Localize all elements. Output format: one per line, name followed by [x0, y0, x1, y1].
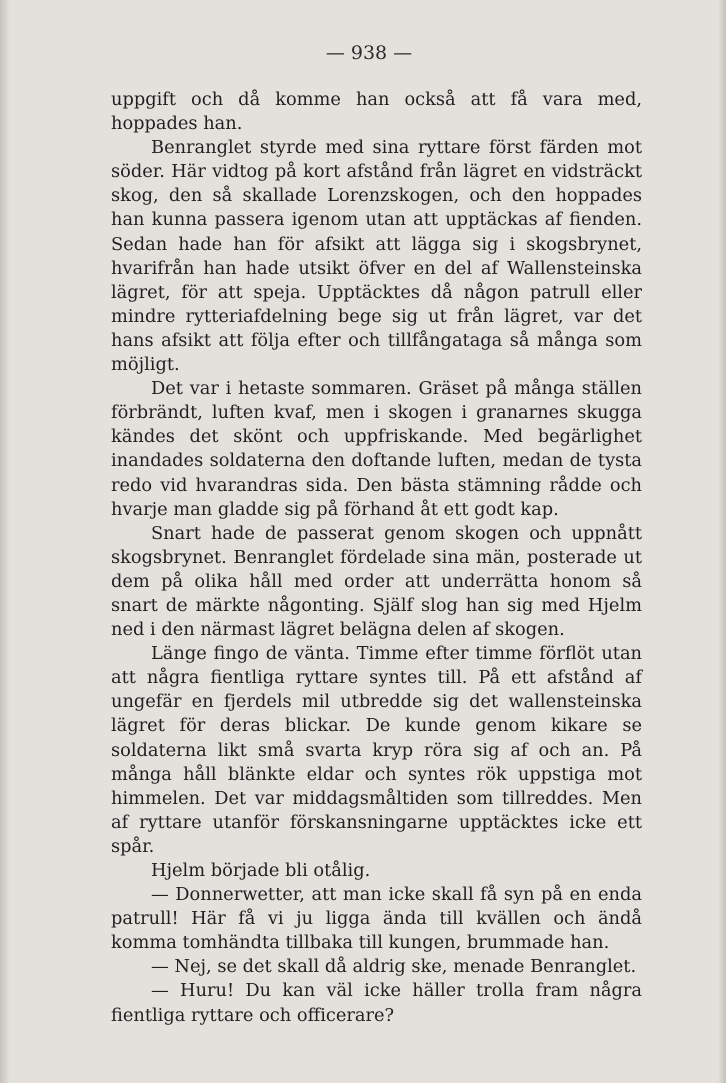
paragraph: Snart hade de passerat genom skogen och uppnått skogsbrynet. Benranglet fördelade sina män, posterade ut dem på olika håll med order att underrätta honom så snart de märkte någonting. Själf slog han sig med Hjelm ned i den närmast lägret belägna delen af skogen.: [111, 522, 642, 641]
body-text: [111, 88, 642, 1028]
dialogue-paragraph: — Donnerwetter, att man icke skall få syn på en enda patrull! Här få vi ju ligga ända till kvällen och ändå komma tomhändta tillbaka till kungen, brummade han.: [111, 884, 642, 954]
dialogue-paragraph: — Nej, se det skall då aldrig ske, menade Benranglet.: [151, 956, 637, 978]
paragraph: Länge fingo de vänta. Timme efter timme förflöt utan att några fientliga ryttare syntes till. På ett afstånd af ungefär en fjerdels mil utbredde sig det wallensteinska lägret för deras blickar. De kunde genom kikare se soldaterna likt små svarta kryp röra sig af och an. På många håll blänkte eldar och syntes rök uppstiga mot himmelen. Det var middagsmåltiden som tillreddes. Men af ryttare utanför förskansningarne upptäcktes icke ett spår.: [111, 643, 642, 857]
paragraph: Benranglet styrde med sina ryttare först färden mot söder. Här vidtog på kort afstånd från lägret en vidsträckt skog, den så skallade Lorenzskogen, och den hoppades han kunna passera igenom utan att upptäckas af fienden. Sedan hade han för afsikt att lägga sig i skogsbrynet, hvarifrån han hade utsikt öfver en del af Wallensteinska lägret, för att speja. Upptäcktes då någon patrull eller mindre rytteriafdelning bege sig ut från lägret, var det hans afsikt att följa efter och tillfångataga så många som möjligt.: [111, 137, 642, 376]
dialogue-paragraph: — Huru! Du kan väl icke häller trolla fram några fientliga ryttare och officerare?: [111, 980, 642, 1026]
paragraph: Hjelm började bli otålig.: [151, 860, 371, 881]
paragraph: Det var i hetaste sommaren. Gräset på många ställen förbrändt, luften kvaf, men i skogen i granarnes skugga kändes det skönt och uppfriskande. Med begärlighet inandades soldaterna den doftande luften, medan de tysta redo vid hvarandras sida. Den bästa stämning rådde och hvarje man gladde sig på förhand åt ett godt kap.: [111, 378, 642, 520]
paragraph: uppgift och då komme han också att få vara med, hoppades han.: [111, 89, 642, 135]
page-number-header: — 938 —: [325, 42, 413, 64]
